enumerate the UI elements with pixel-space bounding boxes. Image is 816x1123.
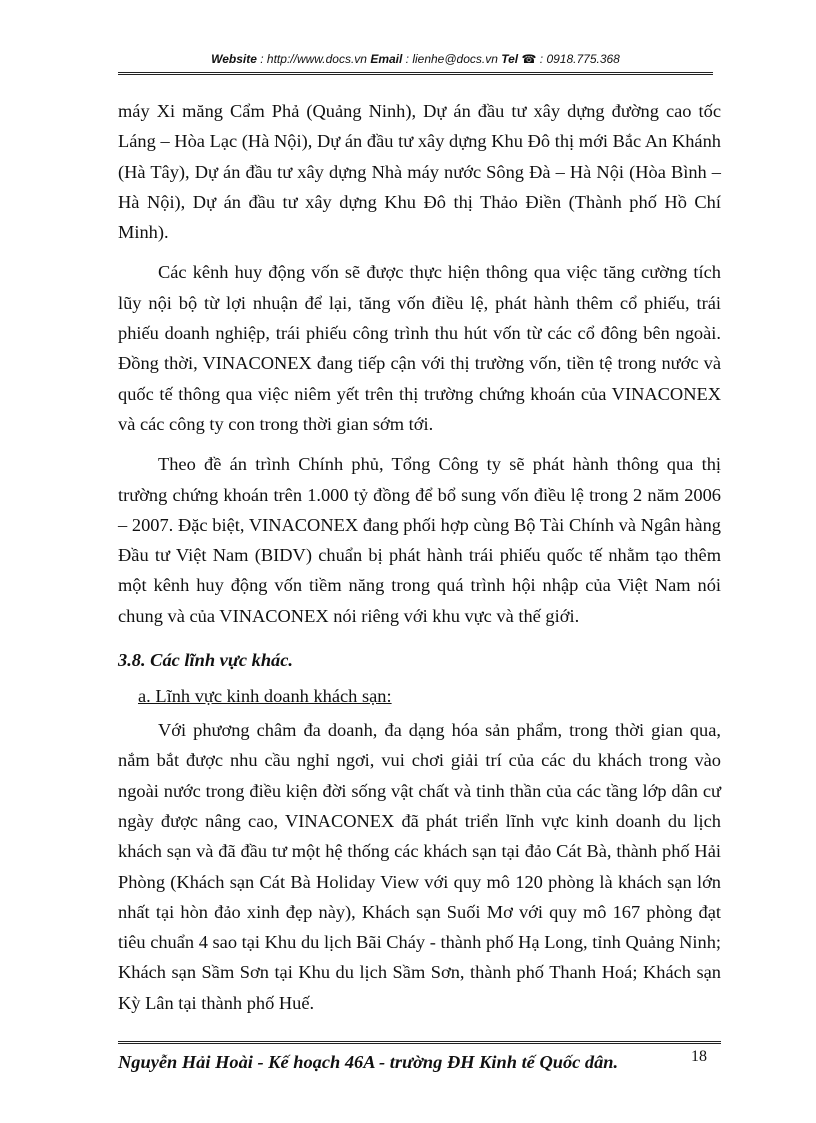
- page-header: [118, 44, 713, 75]
- paragraph-hotel-business: Với phương châm đa doanh, đa dạng hóa sản phẩm, trong thời gian qua, nắm bắt được nhu cầu nghỉ ngơi, vui chơi giải trí của các du khách trong vào ngoài nước trong điều kiện đời sống vật chất và tinh thần của các tầng lớp dân cư ngày được nâng cao, VINACONEX đã phát triển lĩnh vực kinh doanh du lịch khách sạn và đã đầu tư một hệ thống các khách sạn tại đảo Cát Bà, thành phố Hải Phòng (Khách sạn Cát Bà Holiday View với quy mô 120 phòng là khách sạn lớn nhất tại hòn đảo xinh đẹp này), Khách sạn Suối Mơ với quy mô 167 phòng đạt tiêu chuẩn 4 sao tại Khu du lịch Bãi Cháy - thành phố Hạ Long, tỉnh Quảng Ninh; Khách sạn Sầm Sơn tại Khu du lịch Sầm Sơn, thành phố Thanh Hoá; Khách sạn Kỳ Lân tại thành phố Huế.: [118, 720, 721, 1013]
- footer-author: Nguyễn Hải Hoài - Kế hoạch 46A - trường ĐH Kinh tế Quốc dân.: [118, 1052, 619, 1072]
- section-heading: 3.8. Các lĩnh vực khác.: [118, 650, 293, 671]
- website-label: Website: [211, 52, 257, 66]
- subheading-hotel-business: a. Lĩnh vực kinh doanh khách sạn:: [138, 686, 392, 707]
- phone-number: : 0918.775.368: [536, 52, 620, 66]
- page-number: 18: [691, 1048, 707, 1065]
- document-body: [118, 96, 721, 1028]
- website-url: : http://www.docs.vn: [256, 52, 371, 66]
- tel-label: Tel: [501, 52, 519, 66]
- paragraph-projects: máy Xi măng Cẩm Phả (Quảng Ninh), Dự án đầu tư xây dựng đường cao tốc Láng – Hòa Lạc (Hà Nội), Dự án đầu tư xây dựng Khu Đô thị mới Bắc An Khánh (Hà Tây), Dự án đầu tư xây dựng Nhà máy nước Sông Đà – Hà Nội (Hòa Bình – Hà Nội), Dự án đầu tư xây dựng Khu Đô thị Thảo Điền (Thành phố Hồ Chí Minh).: [118, 101, 721, 243]
- email-address: : lienhe@docs.vn: [402, 52, 502, 66]
- page-footer: [118, 1041, 721, 1078]
- paragraph-bond-issuance: Theo đề án trình Chính phủ, Tổng Công ty sẽ phát hành thông qua thị trường chứng khoán trên 1.000 tỷ đồng để bổ sung vốn điều lệ trong 2 năm 2006 – 2007. Đặc biệt, VINACONEX đang phối hợp cùng Bộ Tài Chính và Ngân hàng Đầu tư Việt Nam (BIDV) chuẩn bị phát hành trái phiếu quốc tế nhằm tạo thêm một kênh huy động vốn tiềm năng trong quá trình hội nhập của Việt Nam nói chung và của VINACONEX nói riêng với khu vực và thế giới.: [118, 454, 721, 626]
- phone-icon: ☎: [521, 52, 537, 66]
- email-label: Email: [370, 52, 403, 66]
- paragraph-capital-channels: Các kênh huy động vốn sẽ được thực hiện thông qua việc tăng cường tích lũy nội bộ từ lợi nhuận để lại, tăng vốn điều lệ, phát hành thêm cổ phiếu, trái phiếu doanh nghiệp, trái phiếu công trình thu hút vốn từ các cổ đông bên ngoài. Đồng thời, VINACONEX đang tiếp cận với thị trường vốn, tiền tệ trong nước và quốc tế thông qua việc niêm yết trên thị trường chứng khoán của VINACONEX và các công ty con trong thời gian sớm tới.: [118, 262, 721, 434]
